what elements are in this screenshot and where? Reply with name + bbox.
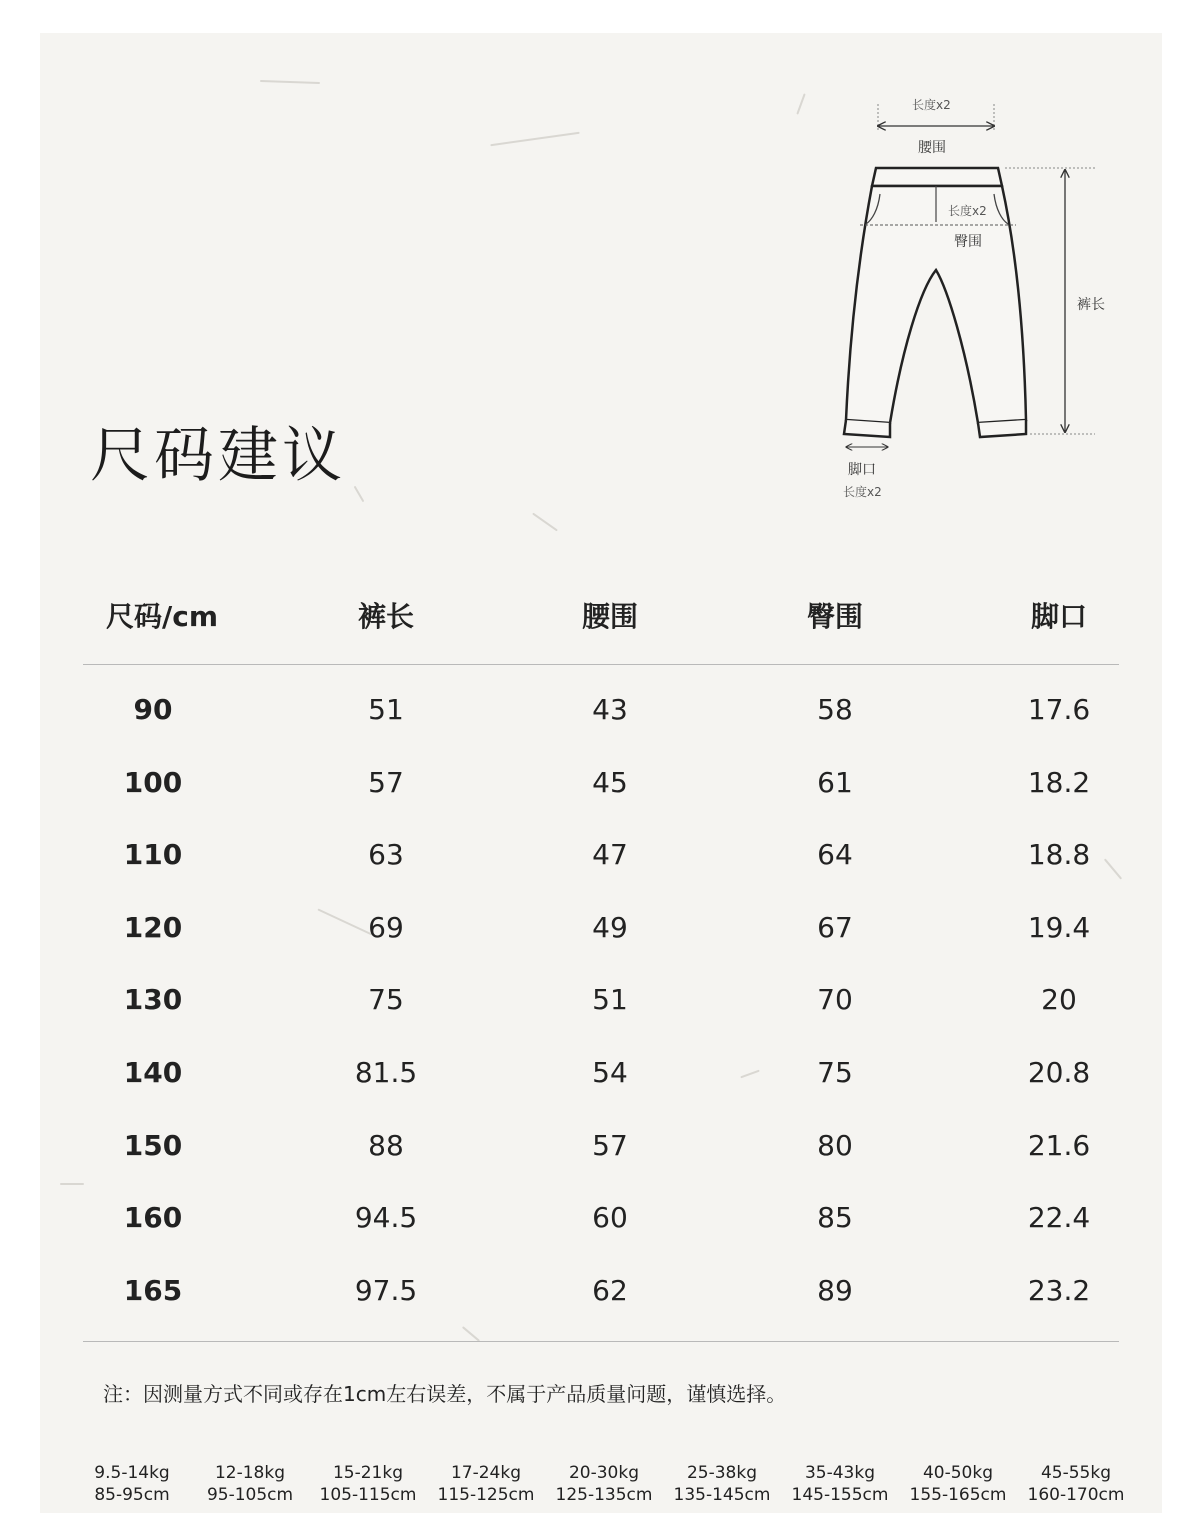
recommendation-item xyxy=(556,1462,653,1506)
cell-cuff: 20 xyxy=(1041,983,1077,1017)
cell-length: 81.5 xyxy=(354,1056,418,1089)
cell-size: 120 xyxy=(123,910,183,944)
recommendation-item xyxy=(207,1462,293,1506)
cell-waist: 60 xyxy=(592,1201,628,1235)
cell-hip: 89 xyxy=(817,1273,853,1307)
page-title: 尺码建议 xyxy=(90,421,346,491)
cell-hip: 58 xyxy=(817,693,853,726)
paper-fiber xyxy=(490,132,579,147)
recommended-weight: 9.5-14kg xyxy=(94,1463,170,1483)
paper-fiber xyxy=(260,80,320,84)
cell-length: 88 xyxy=(368,1128,404,1162)
hip-label: 臀围 xyxy=(954,234,982,250)
paper-fiber xyxy=(354,486,365,503)
table-row xyxy=(83,983,1119,1023)
cell-cuff: 17.6 xyxy=(1027,693,1091,726)
cell-waist: 51 xyxy=(592,983,628,1017)
cell-hip: 85 xyxy=(817,1201,853,1235)
cell-cuff: 19.4 xyxy=(1027,910,1091,944)
cell-waist: 54 xyxy=(592,1056,628,1089)
recommendation-item xyxy=(1028,1462,1125,1506)
paper-fiber xyxy=(532,513,558,532)
header-waist: 腰围 xyxy=(581,600,639,633)
cell-length: 97.5 xyxy=(354,1273,418,1307)
cell-size: 160 xyxy=(123,1201,183,1235)
recommendation-item xyxy=(438,1462,535,1506)
cell-waist: 62 xyxy=(592,1273,628,1307)
cell-cuff: 21.6 xyxy=(1027,1128,1091,1162)
cell-hip: 64 xyxy=(817,838,853,872)
recommendation-item xyxy=(910,1462,1007,1506)
recommended-height: 145-155cm xyxy=(791,1485,889,1505)
cell-waist: 57 xyxy=(592,1128,628,1162)
recommendation-item xyxy=(792,1462,889,1506)
table-row xyxy=(83,1201,1119,1241)
header-length: 裤长 xyxy=(357,600,415,633)
cell-hip: 75 xyxy=(817,1056,853,1089)
cell-length: 94.5 xyxy=(354,1201,418,1235)
cell-size: 140 xyxy=(123,1056,183,1089)
recommended-weight: 15-21kg xyxy=(332,1463,404,1483)
table-bottom-rule xyxy=(83,1341,1119,1342)
size-recommendations xyxy=(60,1462,1160,1505)
cell-waist: 47 xyxy=(592,838,628,872)
recommended-weight: 25-38kg xyxy=(686,1463,758,1483)
cell-waist: 43 xyxy=(592,693,628,726)
recommended-height: 125-135cm xyxy=(555,1485,653,1505)
cell-cuff: 20.8 xyxy=(1027,1056,1091,1089)
cuff-label: 脚口 xyxy=(848,462,876,478)
measurement-note: 注：因测量方式不同或存在1cm左右误差，不属于产品质量问题，谨慎选择。 xyxy=(103,1382,787,1406)
header-hip: 臀围 xyxy=(806,600,864,633)
cell-size: 90 xyxy=(133,693,173,726)
table-row xyxy=(83,838,1119,878)
recommended-height: 95-105cm xyxy=(206,1485,294,1505)
recommended-height: 105-115cm xyxy=(319,1485,417,1505)
recommended-height: 135-145cm xyxy=(673,1485,771,1505)
recommended-weight: 20-30kg xyxy=(568,1463,640,1483)
hip-note: 长度x2 xyxy=(948,204,987,218)
recommendation-item xyxy=(674,1462,771,1506)
table-row xyxy=(83,1129,1119,1169)
table-row xyxy=(83,1274,1119,1314)
cell-hip: 80 xyxy=(817,1128,853,1162)
recommendation-item xyxy=(320,1462,417,1506)
cell-cuff: 18.8 xyxy=(1027,838,1091,872)
recommendation-item xyxy=(94,1462,169,1506)
header-size: 尺码/cm xyxy=(105,600,219,633)
cell-cuff: 18.2 xyxy=(1027,765,1091,799)
recommended-height: 160-170cm xyxy=(1027,1485,1125,1505)
cell-size: 110 xyxy=(123,838,183,872)
table-row xyxy=(83,766,1119,806)
cell-size: 100 xyxy=(123,765,183,799)
cell-length: 57 xyxy=(368,765,404,799)
cell-waist: 45 xyxy=(592,765,628,799)
recommended-height: 155-165cm xyxy=(909,1485,1007,1505)
recommended-weight: 12-18kg xyxy=(214,1463,286,1483)
cell-hip: 61 xyxy=(817,765,853,799)
cell-waist: 49 xyxy=(592,910,628,944)
cell-size: 150 xyxy=(123,1128,183,1162)
table-row xyxy=(83,911,1119,951)
waist-label: 腰围 xyxy=(918,140,946,156)
cell-length: 63 xyxy=(368,838,404,872)
paper-fiber xyxy=(60,1183,84,1185)
cell-size: 130 xyxy=(123,983,183,1017)
cell-hip: 67 xyxy=(817,910,853,944)
length-label: 裤长 xyxy=(1077,297,1105,313)
cell-length: 75 xyxy=(368,983,404,1017)
paper-fiber xyxy=(462,1326,480,1342)
cell-length: 69 xyxy=(368,910,404,944)
cuff-note: 长度x2 xyxy=(843,485,882,499)
recommended-weight: 45-55kg xyxy=(1040,1463,1112,1483)
recommended-height: 85-95cm xyxy=(94,1485,170,1505)
recommended-weight: 17-24kg xyxy=(450,1463,522,1483)
pants-diagram xyxy=(820,90,1140,510)
recommended-weight: 35-43kg xyxy=(804,1463,876,1483)
cell-size: 165 xyxy=(123,1273,183,1307)
paper-fiber xyxy=(796,93,805,114)
recommended-weight: 40-50kg xyxy=(922,1463,994,1483)
cell-length: 51 xyxy=(368,693,404,726)
size-table-header xyxy=(83,595,1119,655)
cell-cuff: 23.2 xyxy=(1027,1273,1091,1307)
cell-cuff: 22.4 xyxy=(1027,1201,1091,1235)
waist-note: 长度x2 xyxy=(912,98,951,112)
table-row xyxy=(83,1056,1119,1096)
table-top-rule xyxy=(83,664,1119,665)
table-row xyxy=(83,693,1119,733)
recommended-height: 115-125cm xyxy=(437,1485,535,1505)
header-cuff: 脚口 xyxy=(1030,600,1088,633)
cell-hip: 70 xyxy=(817,983,853,1017)
